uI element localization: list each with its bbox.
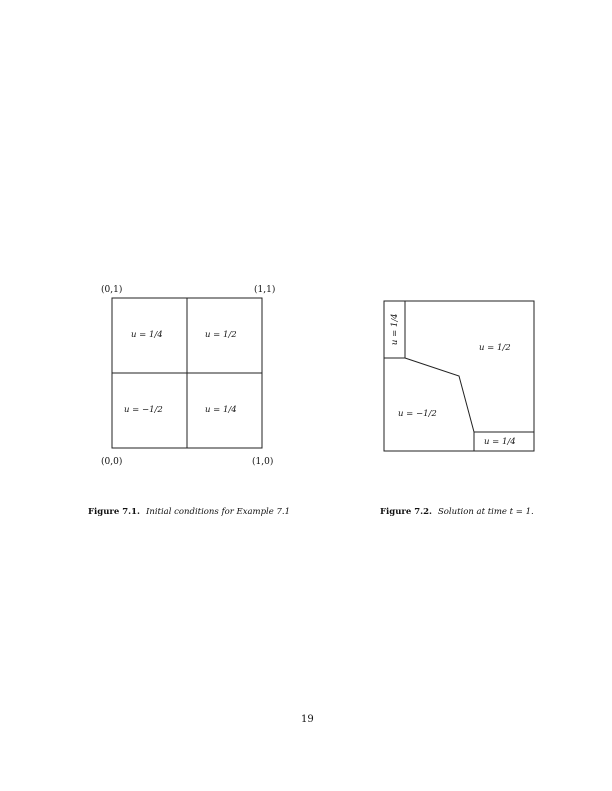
figure-7-2-shock-curve <box>405 358 474 451</box>
figure-7-1-caption-number: Figure 7.1. <box>88 507 140 517</box>
figure-7-1-caption-text: Initial conditions for Example 7.1 <box>145 507 291 517</box>
figure-7-2-caption <box>380 508 534 517</box>
figure-7-2-region-upper-right: u = 1/2 <box>479 343 511 353</box>
figure-7-1-region-top-left: u = 1/4 <box>131 330 163 340</box>
figure-7-1-corner-bottom-left: (0,0) <box>101 457 123 467</box>
figure-7-1-region-top-right: u = 1/2 <box>205 330 237 340</box>
figure-7-1-corner-top-right: (1,1) <box>254 285 276 295</box>
figure-7-1-corner-top-left: (0,1) <box>101 285 123 295</box>
figure-7-1-grid <box>112 298 262 448</box>
figure-7-2-drawing <box>384 301 534 451</box>
figure-7-2-region-left-strip: u = 1/4 <box>389 313 400 346</box>
page-number: 19 <box>301 714 314 725</box>
figure-7-2-region-lower-left: u = −1/2 <box>398 409 437 419</box>
figure-7-1-caption <box>88 508 290 517</box>
figure-7-1-region-bottom-left: u = −1/2 <box>124 405 163 415</box>
figure-7-1-corner-bottom-right: (1,0) <box>252 457 274 467</box>
figure-7-2-caption-number: Figure 7.2. <box>380 507 432 517</box>
figure-7-1-region-bottom-right: u = 1/4 <box>205 405 237 415</box>
figure-7-2-region-bottom-right-box: u = 1/4 <box>484 437 516 447</box>
figure-7-2-caption-text: Solution at time t = 1. <box>437 507 534 517</box>
